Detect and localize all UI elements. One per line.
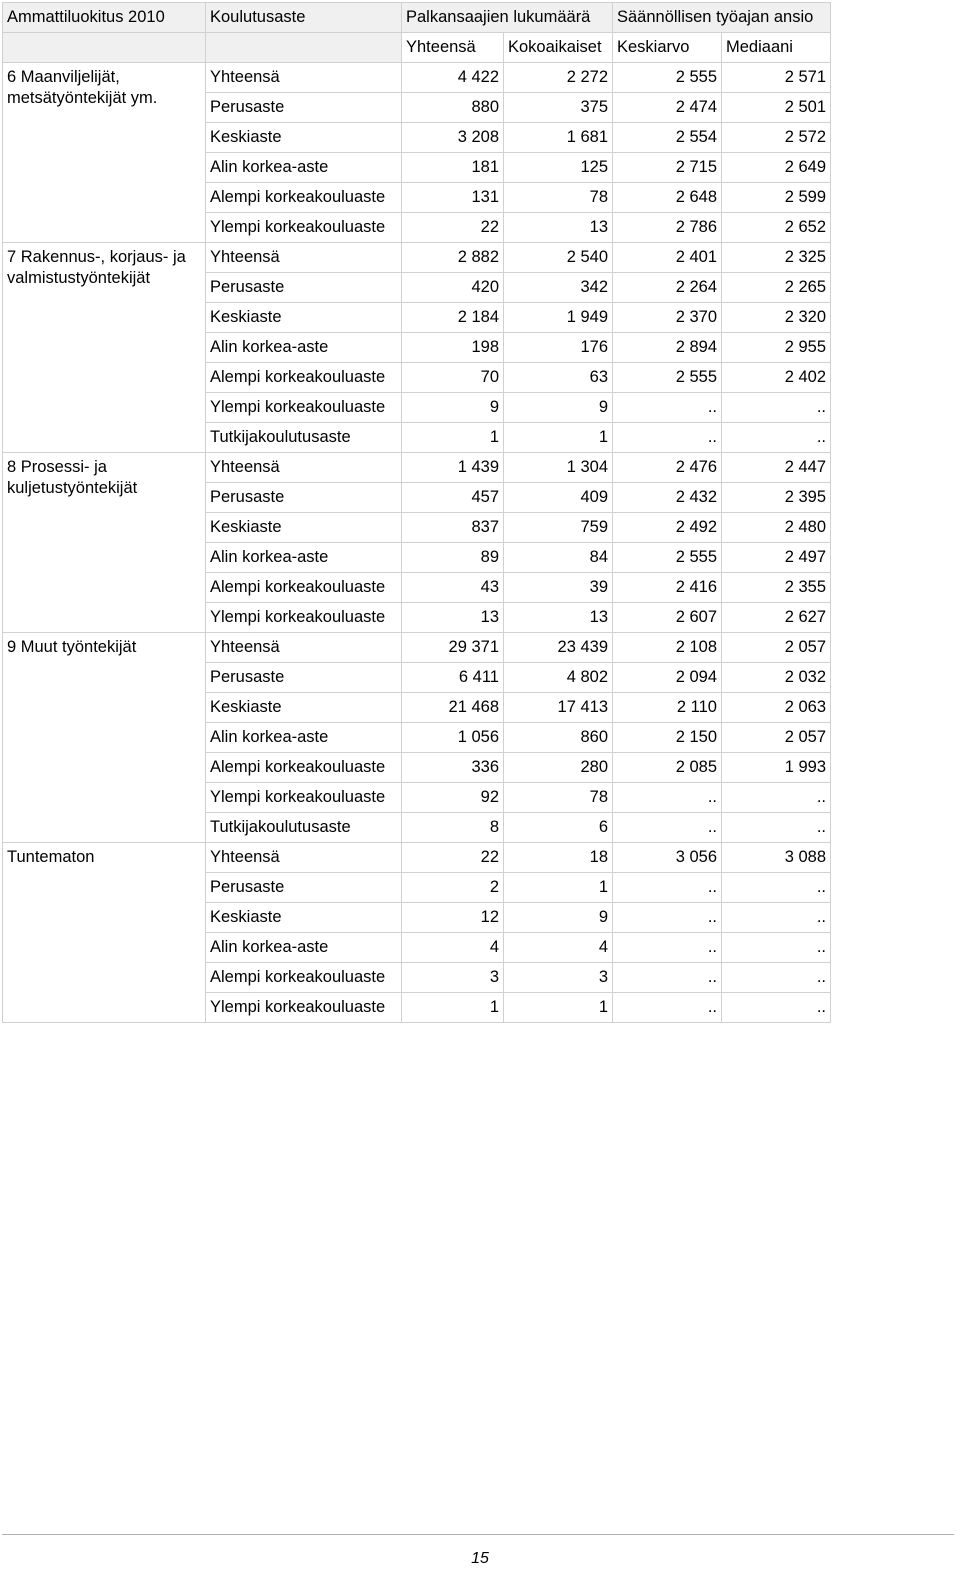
education-cell: Ylempi korkeakouluaste xyxy=(206,993,402,1023)
earnings-mean-cell: 2 894 xyxy=(613,333,722,363)
employees-fulltime-cell: 176 xyxy=(504,333,613,363)
earnings-mean-cell: 2 085 xyxy=(613,753,722,783)
earnings-median-cell: 2 955 xyxy=(722,333,831,363)
employees-fulltime-cell: 280 xyxy=(504,753,613,783)
employees-fulltime-cell: 2 272 xyxy=(504,63,613,93)
earnings-median-cell: 3 088 xyxy=(722,843,831,873)
employees-total-cell: 2 xyxy=(402,873,504,903)
employees-total-cell: 12 xyxy=(402,903,504,933)
employees-fulltime-cell: 1 xyxy=(504,993,613,1023)
table-row xyxy=(3,243,831,273)
earnings-mean-cell: 2 492 xyxy=(613,513,722,543)
earnings-mean-cell: 2 150 xyxy=(613,723,722,753)
employees-fulltime-cell: 78 xyxy=(504,783,613,813)
earnings-median-cell: 2 652 xyxy=(722,213,831,243)
employees-total-cell: 1 439 xyxy=(402,453,504,483)
employees-total-cell: 1 xyxy=(402,423,504,453)
employees-total-cell: 880 xyxy=(402,93,504,123)
employees-total-cell: 3 xyxy=(402,963,504,993)
page-number: 15 xyxy=(471,1550,489,1567)
earnings-median-cell: 2 627 xyxy=(722,603,831,633)
employees-fulltime-cell: 125 xyxy=(504,153,613,183)
employees-fulltime-cell: 18 xyxy=(504,843,613,873)
employees-total-cell: 4 422 xyxy=(402,63,504,93)
earnings-median-cell: .. xyxy=(722,813,831,843)
employees-fulltime-cell: 63 xyxy=(504,363,613,393)
education-cell: Perusaste xyxy=(206,483,402,513)
employees-total-cell: 457 xyxy=(402,483,504,513)
employees-fulltime-cell: 84 xyxy=(504,543,613,573)
employees-total-cell: 181 xyxy=(402,153,504,183)
education-cell: Ylempi korkeakouluaste xyxy=(206,213,402,243)
earnings-mean-cell: .. xyxy=(613,783,722,813)
earnings-mean-cell: .. xyxy=(613,903,722,933)
header-earnings-group: Säännöllisen työajan ansio xyxy=(613,3,831,33)
employees-fulltime-cell: 3 xyxy=(504,963,613,993)
earnings-median-cell: 2 265 xyxy=(722,273,831,303)
earnings-mean-cell: 2 108 xyxy=(613,633,722,663)
earnings-mean-cell: .. xyxy=(613,933,722,963)
employees-fulltime-cell: 2 540 xyxy=(504,243,613,273)
header-row xyxy=(3,3,831,33)
education-cell: Alin korkea-aste xyxy=(206,333,402,363)
earnings-median-cell: .. xyxy=(722,393,831,423)
employees-fulltime-cell: 78 xyxy=(504,183,613,213)
subheader-row xyxy=(3,33,831,63)
earnings-median-cell: .. xyxy=(722,903,831,933)
employees-fulltime-cell: 4 802 xyxy=(504,663,613,693)
earnings-median-cell: 2 063 xyxy=(722,693,831,723)
education-cell: Yhteensä xyxy=(206,243,402,273)
employees-total-cell: 43 xyxy=(402,573,504,603)
education-cell: Tutkijakoulutusaste xyxy=(206,813,402,843)
earnings-mean-cell: 2 607 xyxy=(613,603,722,633)
earnings-median-cell: 2 320 xyxy=(722,303,831,333)
earnings-median-cell: 2 497 xyxy=(722,543,831,573)
employees-fulltime-cell: 1 304 xyxy=(504,453,613,483)
earnings-mean-cell: 2 264 xyxy=(613,273,722,303)
earnings-mean-cell: 2 370 xyxy=(613,303,722,333)
employees-total-cell: 22 xyxy=(402,213,504,243)
employees-total-cell: 2 184 xyxy=(402,303,504,333)
earnings-median-cell: 2 057 xyxy=(722,633,831,663)
earnings-mean-cell: .. xyxy=(613,393,722,423)
employees-fulltime-cell: 1 681 xyxy=(504,123,613,153)
earnings-mean-cell: .. xyxy=(613,993,722,1023)
employees-total-cell: 6 411 xyxy=(402,663,504,693)
employees-total-cell: 29 371 xyxy=(402,633,504,663)
employees-fulltime-cell: 860 xyxy=(504,723,613,753)
employees-total-cell: 13 xyxy=(402,603,504,633)
employees-fulltime-cell: 17 413 xyxy=(504,693,613,723)
earnings-median-cell: 2 649 xyxy=(722,153,831,183)
education-cell: Alempi korkeakouluaste xyxy=(206,753,402,783)
education-cell: Ylempi korkeakouluaste xyxy=(206,393,402,423)
employees-total-cell: 4 xyxy=(402,933,504,963)
employees-total-cell: 1 xyxy=(402,993,504,1023)
earnings-median-cell: 2 501 xyxy=(722,93,831,123)
earnings-median-cell: 2 571 xyxy=(722,63,831,93)
employees-fulltime-cell: 39 xyxy=(504,573,613,603)
education-cell: Alin korkea-aste xyxy=(206,543,402,573)
employees-total-cell: 8 xyxy=(402,813,504,843)
education-cell: Yhteensä xyxy=(206,843,402,873)
earnings-mean-cell: 2 416 xyxy=(613,573,722,603)
employees-total-cell: 420 xyxy=(402,273,504,303)
occupation-cell: 7 Rakennus-, korjaus- ja valmistustyöntekijät xyxy=(3,243,206,453)
employees-total-cell: 22 xyxy=(402,843,504,873)
earnings-median-cell: 2 325 xyxy=(722,243,831,273)
earnings-median-cell: .. xyxy=(722,783,831,813)
earnings-median-cell: 2 355 xyxy=(722,573,831,603)
earnings-mean-cell: 2 401 xyxy=(613,243,722,273)
earnings-median-cell: 2 447 xyxy=(722,453,831,483)
education-cell: Alempi korkeakouluaste xyxy=(206,363,402,393)
earnings-median-cell: .. xyxy=(722,963,831,993)
earnings-median-cell: 2 057 xyxy=(722,723,831,753)
employees-total-cell: 336 xyxy=(402,753,504,783)
employees-total-cell: 70 xyxy=(402,363,504,393)
education-cell: Perusaste xyxy=(206,873,402,903)
education-cell: Yhteensä xyxy=(206,63,402,93)
education-cell: Perusaste xyxy=(206,93,402,123)
earnings-mean-cell: 2 094 xyxy=(613,663,722,693)
earnings-median-cell: 2 032 xyxy=(722,663,831,693)
earnings-mean-cell: 2 432 xyxy=(613,483,722,513)
education-cell: Alempi korkeakouluaste xyxy=(206,963,402,993)
employees-fulltime-cell: 6 xyxy=(504,813,613,843)
earnings-mean-cell: 2 554 xyxy=(613,123,722,153)
earnings-median-cell: 2 480 xyxy=(722,513,831,543)
education-cell: Perusaste xyxy=(206,663,402,693)
education-cell: Alin korkea-aste xyxy=(206,933,402,963)
education-cell: Alin korkea-aste xyxy=(206,153,402,183)
employees-fulltime-cell: 13 xyxy=(504,213,613,243)
employees-fulltime-cell: 9 xyxy=(504,393,613,423)
earnings-median-cell: 2 599 xyxy=(722,183,831,213)
employees-fulltime-cell: 1 xyxy=(504,423,613,453)
earnings-mean-cell: .. xyxy=(613,963,722,993)
earnings-mean-cell: 2 555 xyxy=(613,543,722,573)
education-cell: Ylempi korkeakouluaste xyxy=(206,603,402,633)
statistics-table xyxy=(2,2,831,1023)
table-row xyxy=(3,633,831,663)
earnings-median-cell: 2 395 xyxy=(722,483,831,513)
earnings-median-cell: .. xyxy=(722,873,831,903)
occupation-cell: Tuntematon xyxy=(3,843,206,1023)
employees-total-cell: 3 208 xyxy=(402,123,504,153)
education-cell: Alin korkea-aste xyxy=(206,723,402,753)
employees-fulltime-cell: 1 949 xyxy=(504,303,613,333)
subheader-empty xyxy=(206,33,402,63)
earnings-median-cell: .. xyxy=(722,993,831,1023)
earnings-mean-cell: 2 474 xyxy=(613,93,722,123)
education-cell: Alempi korkeakouluaste xyxy=(206,183,402,213)
earnings-mean-cell: .. xyxy=(613,873,722,903)
header-occupation: Ammattiluokitus 2010 xyxy=(3,3,206,33)
employees-fulltime-cell: 1 xyxy=(504,873,613,903)
employees-fulltime-cell: 23 439 xyxy=(504,633,613,663)
earnings-median-cell: .. xyxy=(722,933,831,963)
table-row xyxy=(3,453,831,483)
education-cell: Alempi korkeakouluaste xyxy=(206,573,402,603)
earnings-median-cell: 1 993 xyxy=(722,753,831,783)
education-cell: Keskiaste xyxy=(206,303,402,333)
education-cell: Keskiaste xyxy=(206,513,402,543)
subheader-fulltime: Kokoaikaiset xyxy=(504,33,613,63)
earnings-mean-cell: .. xyxy=(613,423,722,453)
education-cell: Yhteensä xyxy=(206,633,402,663)
header-education: Koulutusaste xyxy=(206,3,402,33)
earnings-mean-cell: .. xyxy=(613,813,722,843)
occupation-cell: 6 Maanviljelijät, metsätyöntekijät ym. xyxy=(3,63,206,243)
earnings-mean-cell: 2 555 xyxy=(613,63,722,93)
education-cell: Keskiaste xyxy=(206,693,402,723)
earnings-median-cell: .. xyxy=(722,423,831,453)
employees-total-cell: 21 468 xyxy=(402,693,504,723)
table-row xyxy=(3,63,831,93)
earnings-mean-cell: 2 786 xyxy=(613,213,722,243)
occupation-cell: 8 Prosessi- ja kuljetustyöntekijät xyxy=(3,453,206,633)
education-cell: Keskiaste xyxy=(206,903,402,933)
occupation-cell: 9 Muut työntekijät xyxy=(3,633,206,843)
education-cell: Keskiaste xyxy=(206,123,402,153)
employees-total-cell: 131 xyxy=(402,183,504,213)
employees-total-cell: 9 xyxy=(402,393,504,423)
employees-fulltime-cell: 759 xyxy=(504,513,613,543)
earnings-median-cell: 2 572 xyxy=(722,123,831,153)
employees-fulltime-cell: 13 xyxy=(504,603,613,633)
earnings-median-cell: 2 402 xyxy=(722,363,831,393)
earnings-mean-cell: 2 476 xyxy=(613,453,722,483)
education-cell: Yhteensä xyxy=(206,453,402,483)
earnings-mean-cell: 2 648 xyxy=(613,183,722,213)
employees-fulltime-cell: 409 xyxy=(504,483,613,513)
earnings-mean-cell: 2 110 xyxy=(613,693,722,723)
footer-divider xyxy=(2,1534,954,1535)
education-cell: Tutkijakoulutusaste xyxy=(206,423,402,453)
employees-total-cell: 2 882 xyxy=(402,243,504,273)
earnings-mean-cell: 2 715 xyxy=(613,153,722,183)
employees-total-cell: 837 xyxy=(402,513,504,543)
subheader-median: Mediaani xyxy=(722,33,831,63)
subheader-total: Yhteensä xyxy=(402,33,504,63)
education-cell: Ylempi korkeakouluaste xyxy=(206,783,402,813)
employees-fulltime-cell: 342 xyxy=(504,273,613,303)
subheader-empty xyxy=(3,33,206,63)
header-employees-group: Palkansaajien lukumäärä xyxy=(402,3,613,33)
employees-fulltime-cell: 375 xyxy=(504,93,613,123)
employees-total-cell: 92 xyxy=(402,783,504,813)
employees-total-cell: 89 xyxy=(402,543,504,573)
earnings-mean-cell: 3 056 xyxy=(613,843,722,873)
employees-fulltime-cell: 9 xyxy=(504,903,613,933)
subheader-mean: Keskiarvo xyxy=(613,33,722,63)
table-row xyxy=(3,843,831,873)
employees-total-cell: 1 056 xyxy=(402,723,504,753)
employees-total-cell: 198 xyxy=(402,333,504,363)
education-cell: Perusaste xyxy=(206,273,402,303)
earnings-mean-cell: 2 555 xyxy=(613,363,722,393)
employees-fulltime-cell: 4 xyxy=(504,933,613,963)
